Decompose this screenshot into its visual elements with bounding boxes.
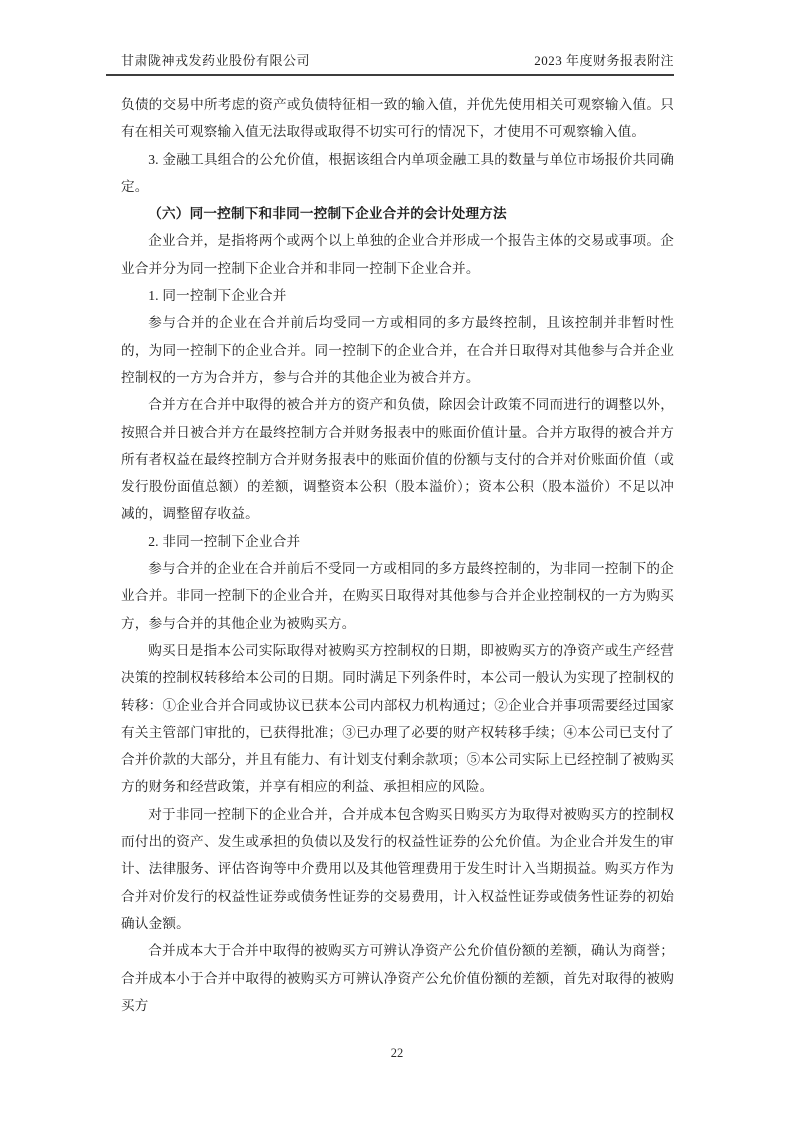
paragraph-purchase-date-conditions: 购买日是指本公司实际取得对被购买方控制权的日期，即被购买方的净资产或生产经营决策的控制权转移给本公司的日期。同时满足下列条件时，本公司一般认为实现了控制权的转移：①企业合并合同或协议已获本公司内部权力机构通过；②企业合并事项需要经过国家有关主管部门审批的，已获得批准；③已办理了必要的财产权转移手续；④本公司已支付了合并价款的大部分，并且有能力、有计划支付剩余款项；⑤本公司实际上已经控制了被购买方的财务和经营政策，并享有相应的利益、承担相应的风险。 <box>121 642 674 795</box>
paragraph-combination-cost-composition: 对于非同一控制下的企业合并，合并成本包含购买日购买方为取得对被购买方的控制权而付出的资产、发生或承担的负债以及发行的权益性证券的公允价值。为企业合并发生的审计、法律服务、评估咨询等中介费用以及其他管理费用于发生时计入当期损益。购买方作为合并对价发行的权益性证券或债务性证券的交易费用，计入权益性证券或债务性证券的初始确认金额。 <box>121 806 674 931</box>
page-number: 22 <box>390 1046 404 1060</box>
paragraph-same-control-measurement: 合并方在合并中取得的被合并方的资产和负债，除因会计政策不同而进行的调整以外，按照合并日被合并方在最终控制方合并财务报表中的账面价值计量。合并方取得的被合并方所有者权益在最终控制方合并财务报表中的账面价值的份额与支付的合并对价账面价值（或发行股份面值总额）的差额，调整资本公积（股本溢价）；资本公积（股本溢价）不足以冲减的，调整留存收益。 <box>121 397 674 522</box>
document-body <box>121 91 674 1019</box>
paragraph-non-same-control-description: 参与合并的企业在合并前后不受同一方或相同的多方最终控制的，为非同一控制下的企业合并。非同一控制下的企业合并，在购买日取得对其他参与合并企业控制权的一方为购买方，参与合并的其他企业为被购买方。 <box>121 561 674 631</box>
header-company-name: 甘肃陇神戎发药业股份有限公司 <box>121 53 311 68</box>
paragraph-item-3-portfolio-fair-value: 3. 金融工具组合的公允价值，根据该组合内单项金融工具的数量与单位市场报价共同确定。 <box>121 151 674 194</box>
subheading-2-non-same-control-combination: 2. 非同一控制下企业合并 <box>148 533 301 549</box>
section-heading-six-business-combinations: （六）同一控制下和非同一控制下企业合并的会计处理方法 <box>148 206 507 222</box>
paragraph-goodwill-recognition: 合并成本大于合并中取得的被购买方可辨认净资产公允价值份额的差额，确认为商誉；合并成本小于合并中取得的被购买方可辨认净资产公允价值份额的差额，首先对取得的被购买方 <box>121 943 674 1013</box>
page-header <box>106 53 674 76</box>
paragraph-same-control-description: 参与合并的企业在合并前后均受同一方或相同的多方最终控制，且该控制并非暂时性的，为同一控制下的企业合并。同一控制下的企业合并，在合并日取得对其他参与合并企业控制权的一方为合并方，参与合并的其他企业为被合并方。 <box>121 315 674 385</box>
paragraph-fair-value-inputs-continued: 负债的交易中所考虑的资产或负债特征相一致的输入值，并优先使用相关可观察输入值。只有在相关可观察输入值无法取得或取得不切实可行的情况下，才使用不可观察输入值。 <box>121 97 674 140</box>
paragraph-business-combination-definition: 企业合并，是指将两个或两个以上单独的企业合并形成一个报告主体的交易或事项。企业合并分为同一控制下企业合并和非同一控制下企业合并。 <box>121 233 674 276</box>
header-report-title: 2023 年度财务报表附注 <box>534 53 674 68</box>
subheading-1-same-control-combination: 1. 同一控制下企业合并 <box>148 288 287 304</box>
